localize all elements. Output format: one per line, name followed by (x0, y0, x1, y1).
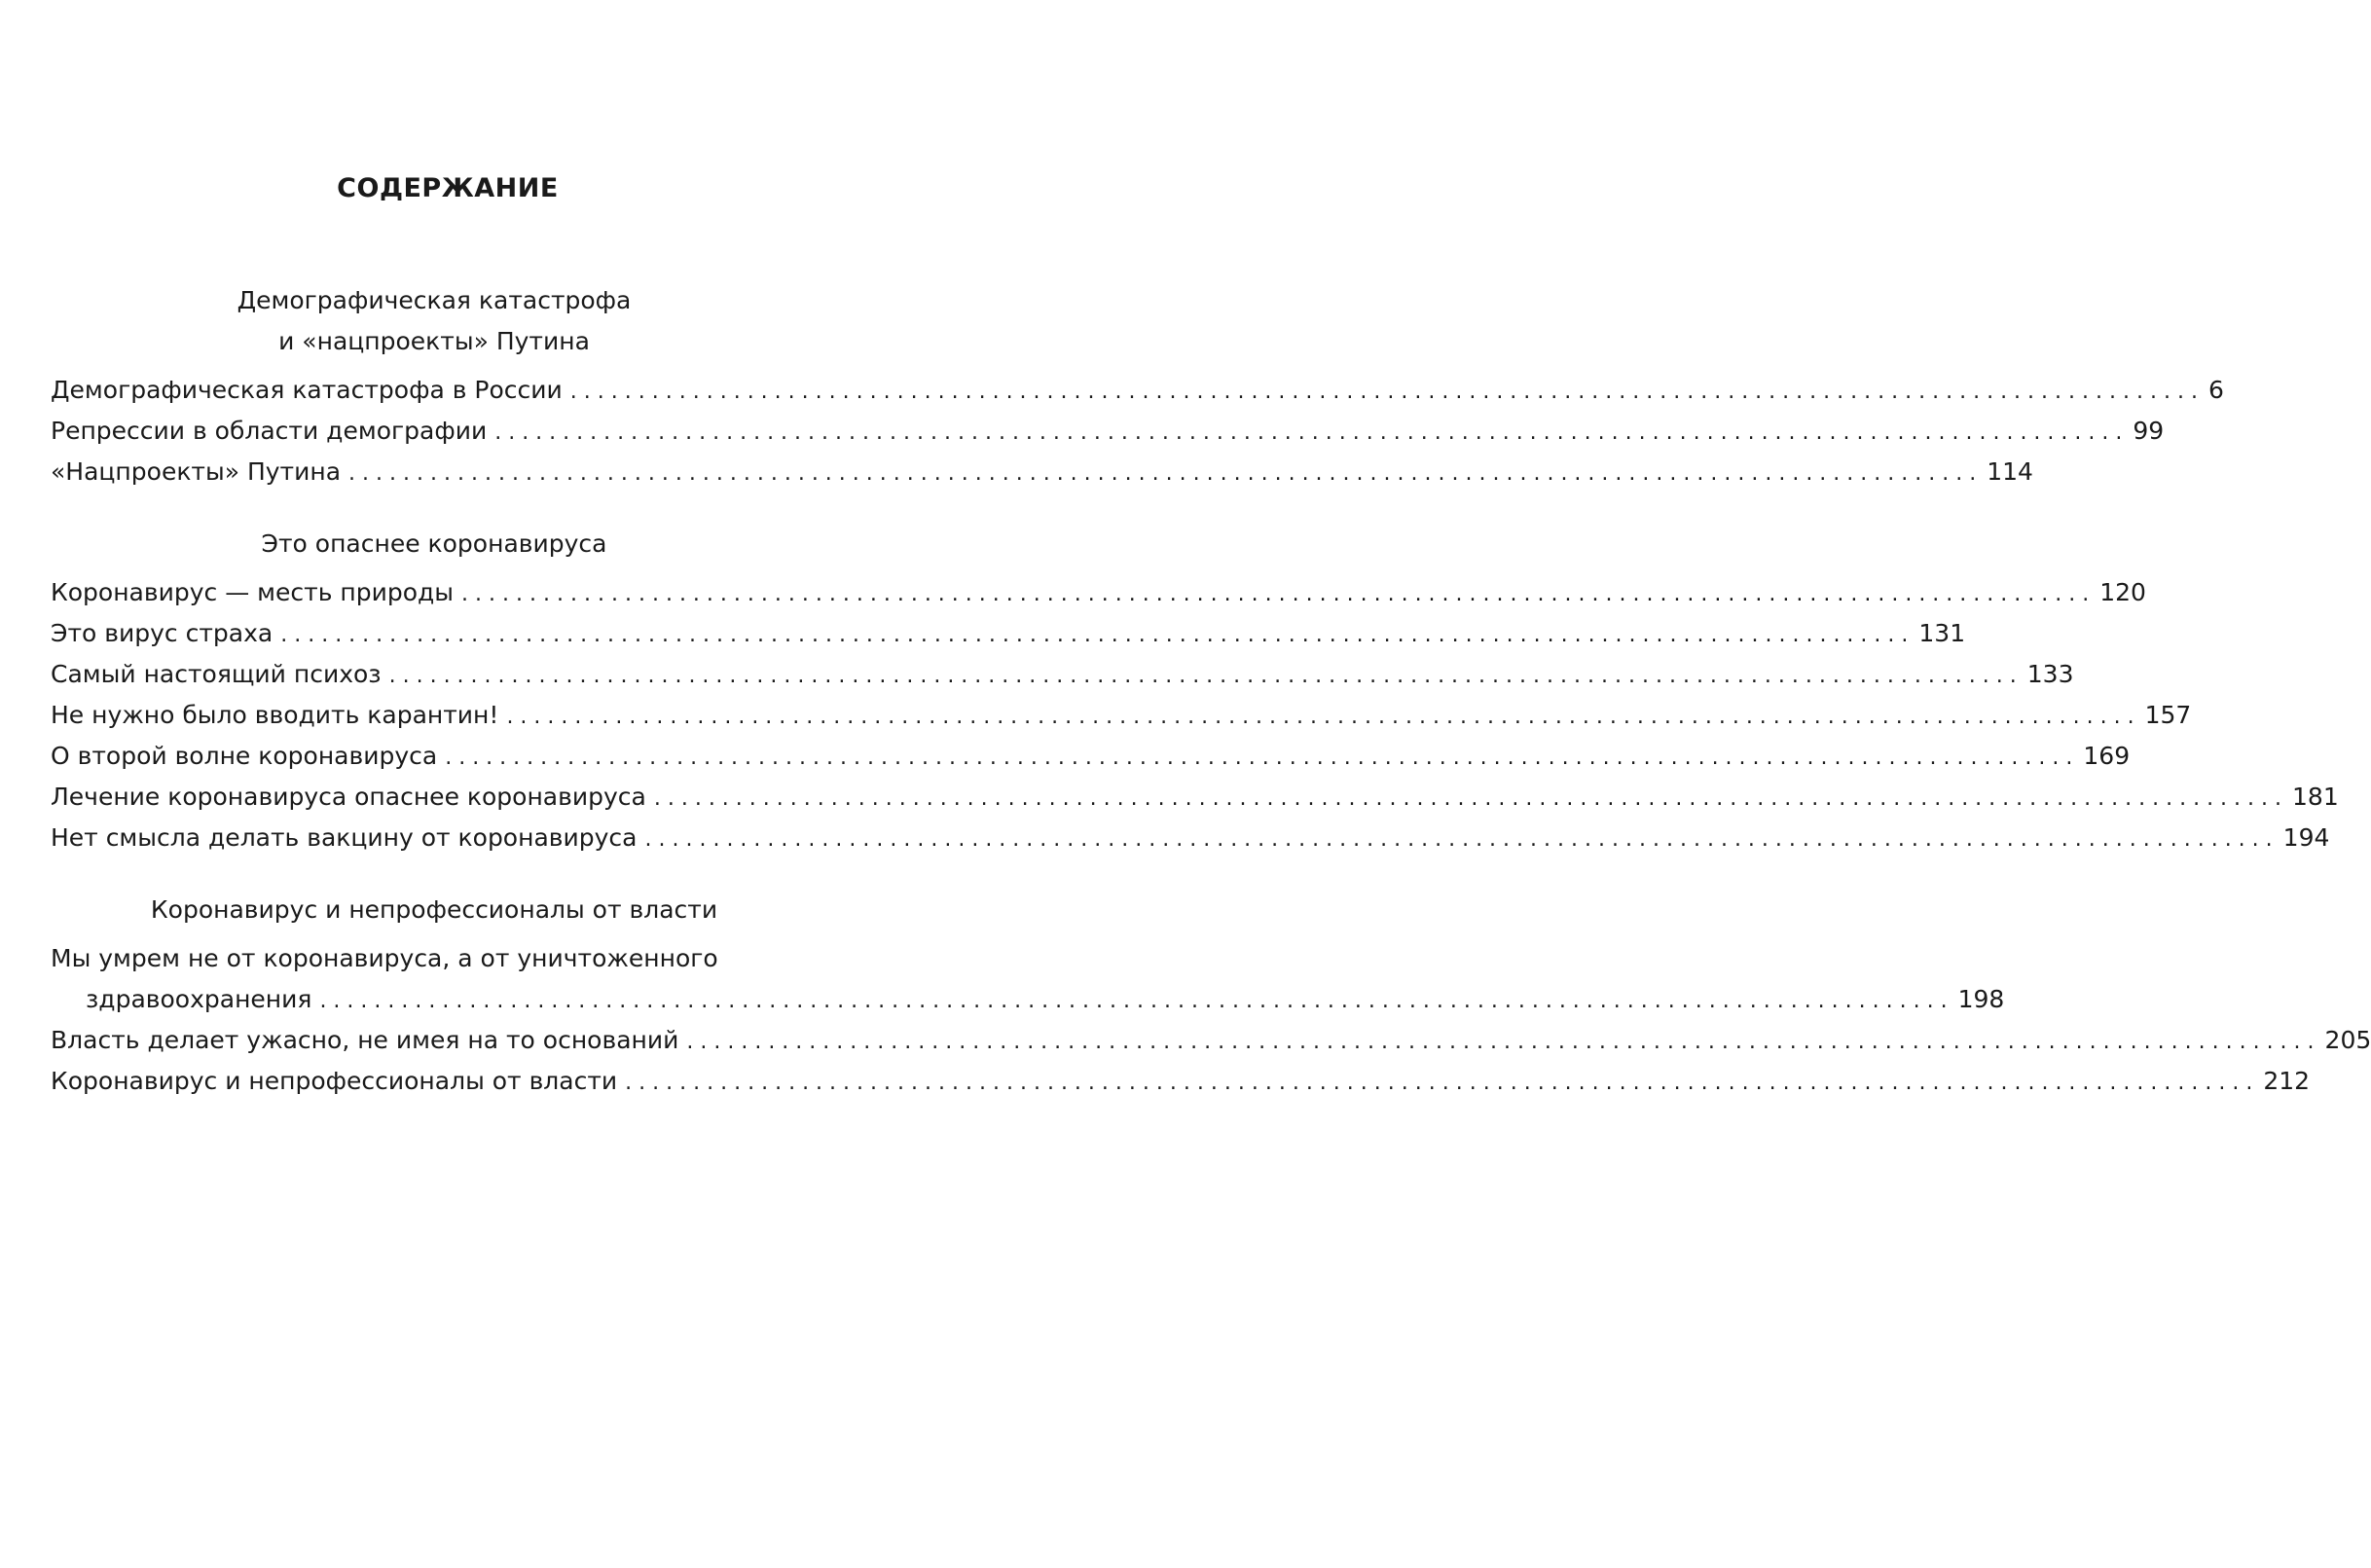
toc-entry-title: Самый настоящий психоз (51, 660, 382, 688)
section-heading-line: Это опаснее коронавируса (261, 529, 607, 558)
dot-leader: ........................................................................................................................ (686, 1030, 2321, 1054)
toc-entry-page: 212 (2263, 1067, 2311, 1095)
toc-entry (51, 695, 2192, 736)
toc-entry (51, 370, 2224, 411)
dot-leader: ........................................................................................................................ (494, 420, 2130, 445)
dot-leader: ........................................................................................................................ (319, 989, 1954, 1013)
toc-entry-page: 194 (2282, 823, 2330, 852)
toc-entry-title: Коронавирус — месть природы (51, 578, 455, 606)
toc-entry-title: здравоохранения (86, 985, 312, 1013)
toc-entry-title-line1: Мы умрем не от коронавируса, а от уничтоженного (51, 944, 718, 972)
toc-entry-title: Лечение коронавируса опаснее коронавируса (51, 783, 646, 811)
toc-entry-title: Демографическая катастрофа в России (51, 376, 563, 404)
dot-leader: ........................................................................................................................ (569, 380, 2205, 404)
toc-entry-page: 157 (2144, 701, 2192, 729)
dot-leader: ........................................................................................................................ (280, 623, 1915, 647)
toc-entry-page: 181 (2292, 783, 2339, 811)
toc-entry-title: Нет смысла делать вакцину от коронавируса (51, 823, 638, 852)
page-title: СОДЕРЖАНИЕ (337, 173, 559, 203)
toc-entry (51, 736, 2131, 777)
section-heading-line: и «нацпроекты» Путина (278, 327, 590, 355)
section-heading-line: Демографическая катастрофа (237, 286, 632, 314)
dot-leader: ........................................................................................................................ (348, 461, 1984, 486)
toc-entry (51, 613, 1966, 654)
toc-entry-title: Это вирус страха (51, 619, 274, 647)
toc-entry-title: О второй волне коронавируса (51, 742, 438, 770)
toc-entry (51, 1061, 2311, 1102)
toc-entry (51, 777, 2339, 818)
toc-entry (86, 979, 2005, 1020)
toc-entry-page: 205 (2324, 1026, 2371, 1054)
toc-entry (51, 1020, 2371, 1061)
toc-entry-title: Не нужно было вводить карантин! (51, 701, 499, 729)
toc-entry-page: 99 (2133, 417, 2165, 445)
dot-leader: ........................................................................................................................ (445, 746, 2080, 770)
dot-leader: ........................................................................................................................ (653, 786, 2289, 811)
dot-leader: ........................................................................................................................ (644, 827, 2280, 852)
dot-leader: ........................................................................................................................ (506, 705, 2141, 729)
toc-entry-page: 131 (1918, 619, 1966, 647)
toc-entry (51, 818, 2330, 858)
section-heading-line: Коронавирус и непрофессионалы от власти (150, 895, 718, 924)
toc-entry-title: Коронавирус и непрофессионалы от власти (51, 1067, 618, 1095)
toc-entry-page: 6 (2207, 376, 2224, 404)
dot-leader: ........................................................................................................................ (625, 1071, 2260, 1095)
toc-entry-page: 133 (2026, 660, 2074, 688)
dot-leader: ........................................................................................................................ (461, 582, 2097, 606)
dot-leader: ........................................................................................................................ (388, 664, 2024, 688)
toc-entry-title: «Нацпроекты» Путина (51, 457, 342, 486)
toc-entry (51, 452, 2033, 492)
toc-entry (51, 411, 2165, 452)
toc-entry-page: 114 (1987, 457, 2033, 486)
toc-entry-page: 169 (2083, 742, 2131, 770)
toc-entry-page: 198 (1957, 985, 2005, 1013)
toc-entry-page: 120 (2099, 578, 2146, 606)
toc-entry (51, 572, 2146, 613)
toc-entry (51, 654, 2074, 695)
toc-entry-title: Репрессии в области демографии (51, 417, 488, 445)
toc-entry-title: Власть делает ужасно, не имея на то оснований (51, 1026, 679, 1054)
